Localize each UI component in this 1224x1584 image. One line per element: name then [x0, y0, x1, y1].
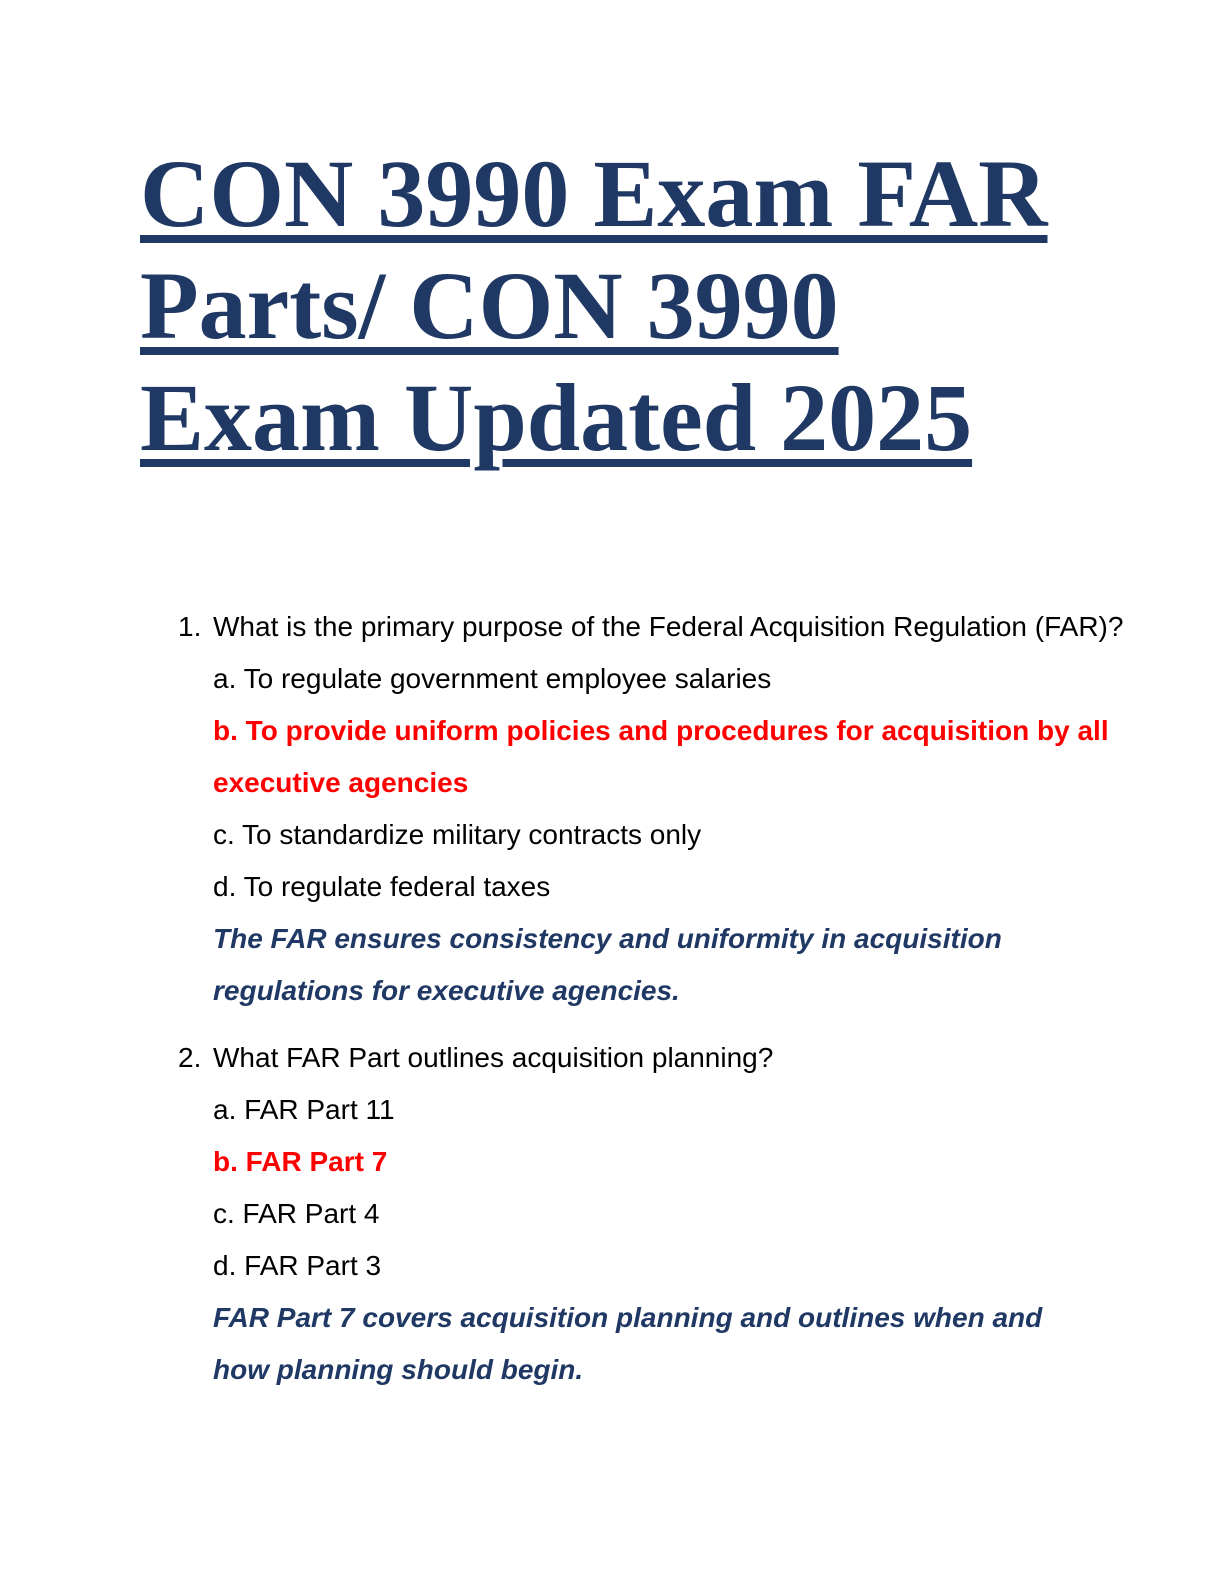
- answer-option-d: d. To regulate federal taxes: [213, 871, 551, 902]
- question-text: What is the primary purpose of the Federal Acquisition Regulation (FAR)?: [213, 611, 1124, 642]
- question-number: 1.: [178, 611, 202, 642]
- question-number: 2.: [178, 1042, 202, 1073]
- answer-explanation-continued: how planning should begin.: [213, 1354, 584, 1385]
- question-block-1: [0, 601, 1224, 1017]
- title-line-2: Parts/ CON 3990: [140, 252, 839, 359]
- answer-option-a: a. FAR Part 11: [213, 1094, 395, 1125]
- answer-option-d: d. FAR Part 3: [213, 1250, 382, 1281]
- question-line: [0, 1032, 1224, 1084]
- correct-answer-b-continued: executive agencies: [213, 767, 469, 798]
- question-text: What FAR Part outlines acquisition planning?: [213, 1042, 774, 1073]
- answer-option-c: c. FAR Part 4: [213, 1198, 380, 1229]
- question-block-2: [0, 1032, 1224, 1396]
- answer-explanation-continued: regulations for executive agencies.: [213, 975, 680, 1006]
- correct-answer-b: b. To provide uniform policies and procedures for acquisition by all: [213, 715, 1109, 746]
- document-title: [140, 138, 1048, 474]
- answer-explanation: FAR Part 7 covers acquisition planning and outlines when and: [213, 1302, 1043, 1333]
- title-line-3: Exam Updated 2025: [140, 364, 973, 471]
- question-line: [0, 601, 1224, 653]
- answer-option-a: a. To regulate government employee salaries: [213, 663, 772, 694]
- correct-answer-b: b. FAR Part 7: [213, 1146, 388, 1177]
- title-line-1: CON 3990 Exam FAR: [140, 140, 1048, 247]
- answer-option-c: c. To standardize military contracts only: [213, 819, 702, 850]
- question-list: [0, 601, 1224, 1396]
- answer-explanation: The FAR ensures consistency and uniformity in acquisition: [213, 923, 1002, 954]
